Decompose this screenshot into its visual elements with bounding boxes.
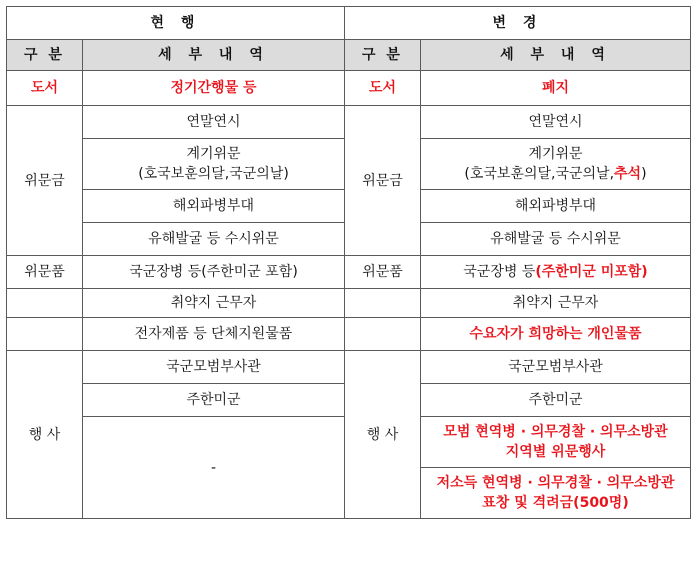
cell-money-detail-current bbox=[83, 139, 345, 190]
row-goods-3 bbox=[7, 318, 691, 351]
row-money-1 bbox=[7, 106, 691, 139]
subheader-row bbox=[7, 40, 691, 71]
subheader-category-changed: 구 분 bbox=[345, 40, 421, 71]
cell-money-detail-changed: 해외파병부대 bbox=[421, 190, 691, 223]
cell-money-detail-changed bbox=[421, 139, 691, 190]
row-goods-1 bbox=[7, 256, 691, 289]
cell-goods-detail-current: 국군장병 등(주한미군 포함) bbox=[83, 256, 345, 289]
cell-empty bbox=[7, 289, 83, 318]
header-current: 현 행 bbox=[7, 7, 345, 40]
text-span: 국군장병 등 bbox=[463, 264, 536, 280]
text-line bbox=[425, 164, 686, 184]
cell-events-category-current: 행 사 bbox=[7, 351, 83, 519]
cell-empty bbox=[345, 289, 421, 318]
text-line: 계기위문 bbox=[528, 146, 583, 162]
comparison-table-wrapper bbox=[6, 6, 691, 519]
row-books bbox=[7, 71, 691, 106]
cell-money-detail-current: 유해발굴 등 수시위문 bbox=[83, 223, 345, 256]
cell-events-detail-changed: 국군모범부사관 bbox=[421, 351, 691, 384]
subheader-details-changed: 세 부 내 역 bbox=[421, 40, 691, 71]
cell-events-detail-changed: 주한미군 bbox=[421, 384, 691, 417]
header-row bbox=[7, 7, 691, 40]
cell-events-detail-current: 국군모범부사관 bbox=[83, 351, 345, 384]
cell-money-detail-current: 해외파병부대 bbox=[83, 190, 345, 223]
cell-empty bbox=[345, 318, 421, 351]
text-line: 모범 현역병 · 의무경찰 · 의무소방관 bbox=[443, 424, 668, 440]
cell-money-detail-current: 연말연시 bbox=[83, 106, 345, 139]
text-line: (호국보훈의달,국군의날) bbox=[138, 166, 289, 182]
cell-events-detail-changed bbox=[421, 417, 691, 468]
comparison-table bbox=[6, 6, 691, 519]
cell-money-category-changed: 위문금 bbox=[345, 106, 421, 256]
text-line: 지역별 위문행사 bbox=[505, 444, 606, 460]
cell-goods-detail-current: 전자제품 등 단체지원물품 bbox=[83, 318, 345, 351]
cell-goods-detail-changed: 수요자가 희망하는 개인물품 bbox=[421, 318, 691, 351]
text-line: 표창 및 격려금(500명) bbox=[482, 495, 629, 511]
cell-events-detail-changed bbox=[421, 468, 691, 519]
cell-events-detail-current: - bbox=[83, 417, 345, 519]
row-goods-2 bbox=[7, 289, 691, 318]
cell-goods-category-changed: 위문품 bbox=[345, 256, 421, 289]
cell-goods-detail-current: 취약지 근무자 bbox=[83, 289, 345, 318]
cell-events-detail-current: 주한미군 bbox=[83, 384, 345, 417]
cell-money-detail-changed: 연말연시 bbox=[421, 106, 691, 139]
cell-money-detail-changed: 유해발굴 등 수시위문 bbox=[421, 223, 691, 256]
row-events-1 bbox=[7, 351, 691, 384]
cell-books-detail-current: 정기간행물 등 bbox=[83, 71, 345, 106]
cell-books-category-current: 도서 bbox=[7, 71, 83, 106]
text-line: 저소득 현역병 · 의무경찰 · 의무소방관 bbox=[436, 475, 675, 491]
text-span: ) bbox=[641, 166, 647, 182]
subheader-category-current: 구 분 bbox=[7, 40, 83, 71]
text-line: 계기위문 bbox=[186, 146, 241, 162]
cell-goods-detail-changed bbox=[421, 256, 691, 289]
cell-books-category-changed: 도서 bbox=[345, 71, 421, 106]
highlight-added: 추석 bbox=[614, 166, 642, 182]
cell-events-category-changed: 행 사 bbox=[345, 351, 421, 519]
cell-goods-detail-changed: 취약지 근무자 bbox=[421, 289, 691, 318]
cell-money-category-current: 위문금 bbox=[7, 106, 83, 256]
cell-books-detail-changed: 폐지 bbox=[421, 71, 691, 106]
header-changed: 변 경 bbox=[345, 7, 691, 40]
cell-empty bbox=[7, 318, 83, 351]
highlight-changed: (주한미군 미포함) bbox=[535, 264, 648, 280]
subheader-details-current: 세 부 내 역 bbox=[83, 40, 345, 71]
text-span: (호국보훈의달,국군의날, bbox=[464, 166, 615, 182]
cell-goods-category-current: 위문품 bbox=[7, 256, 83, 289]
